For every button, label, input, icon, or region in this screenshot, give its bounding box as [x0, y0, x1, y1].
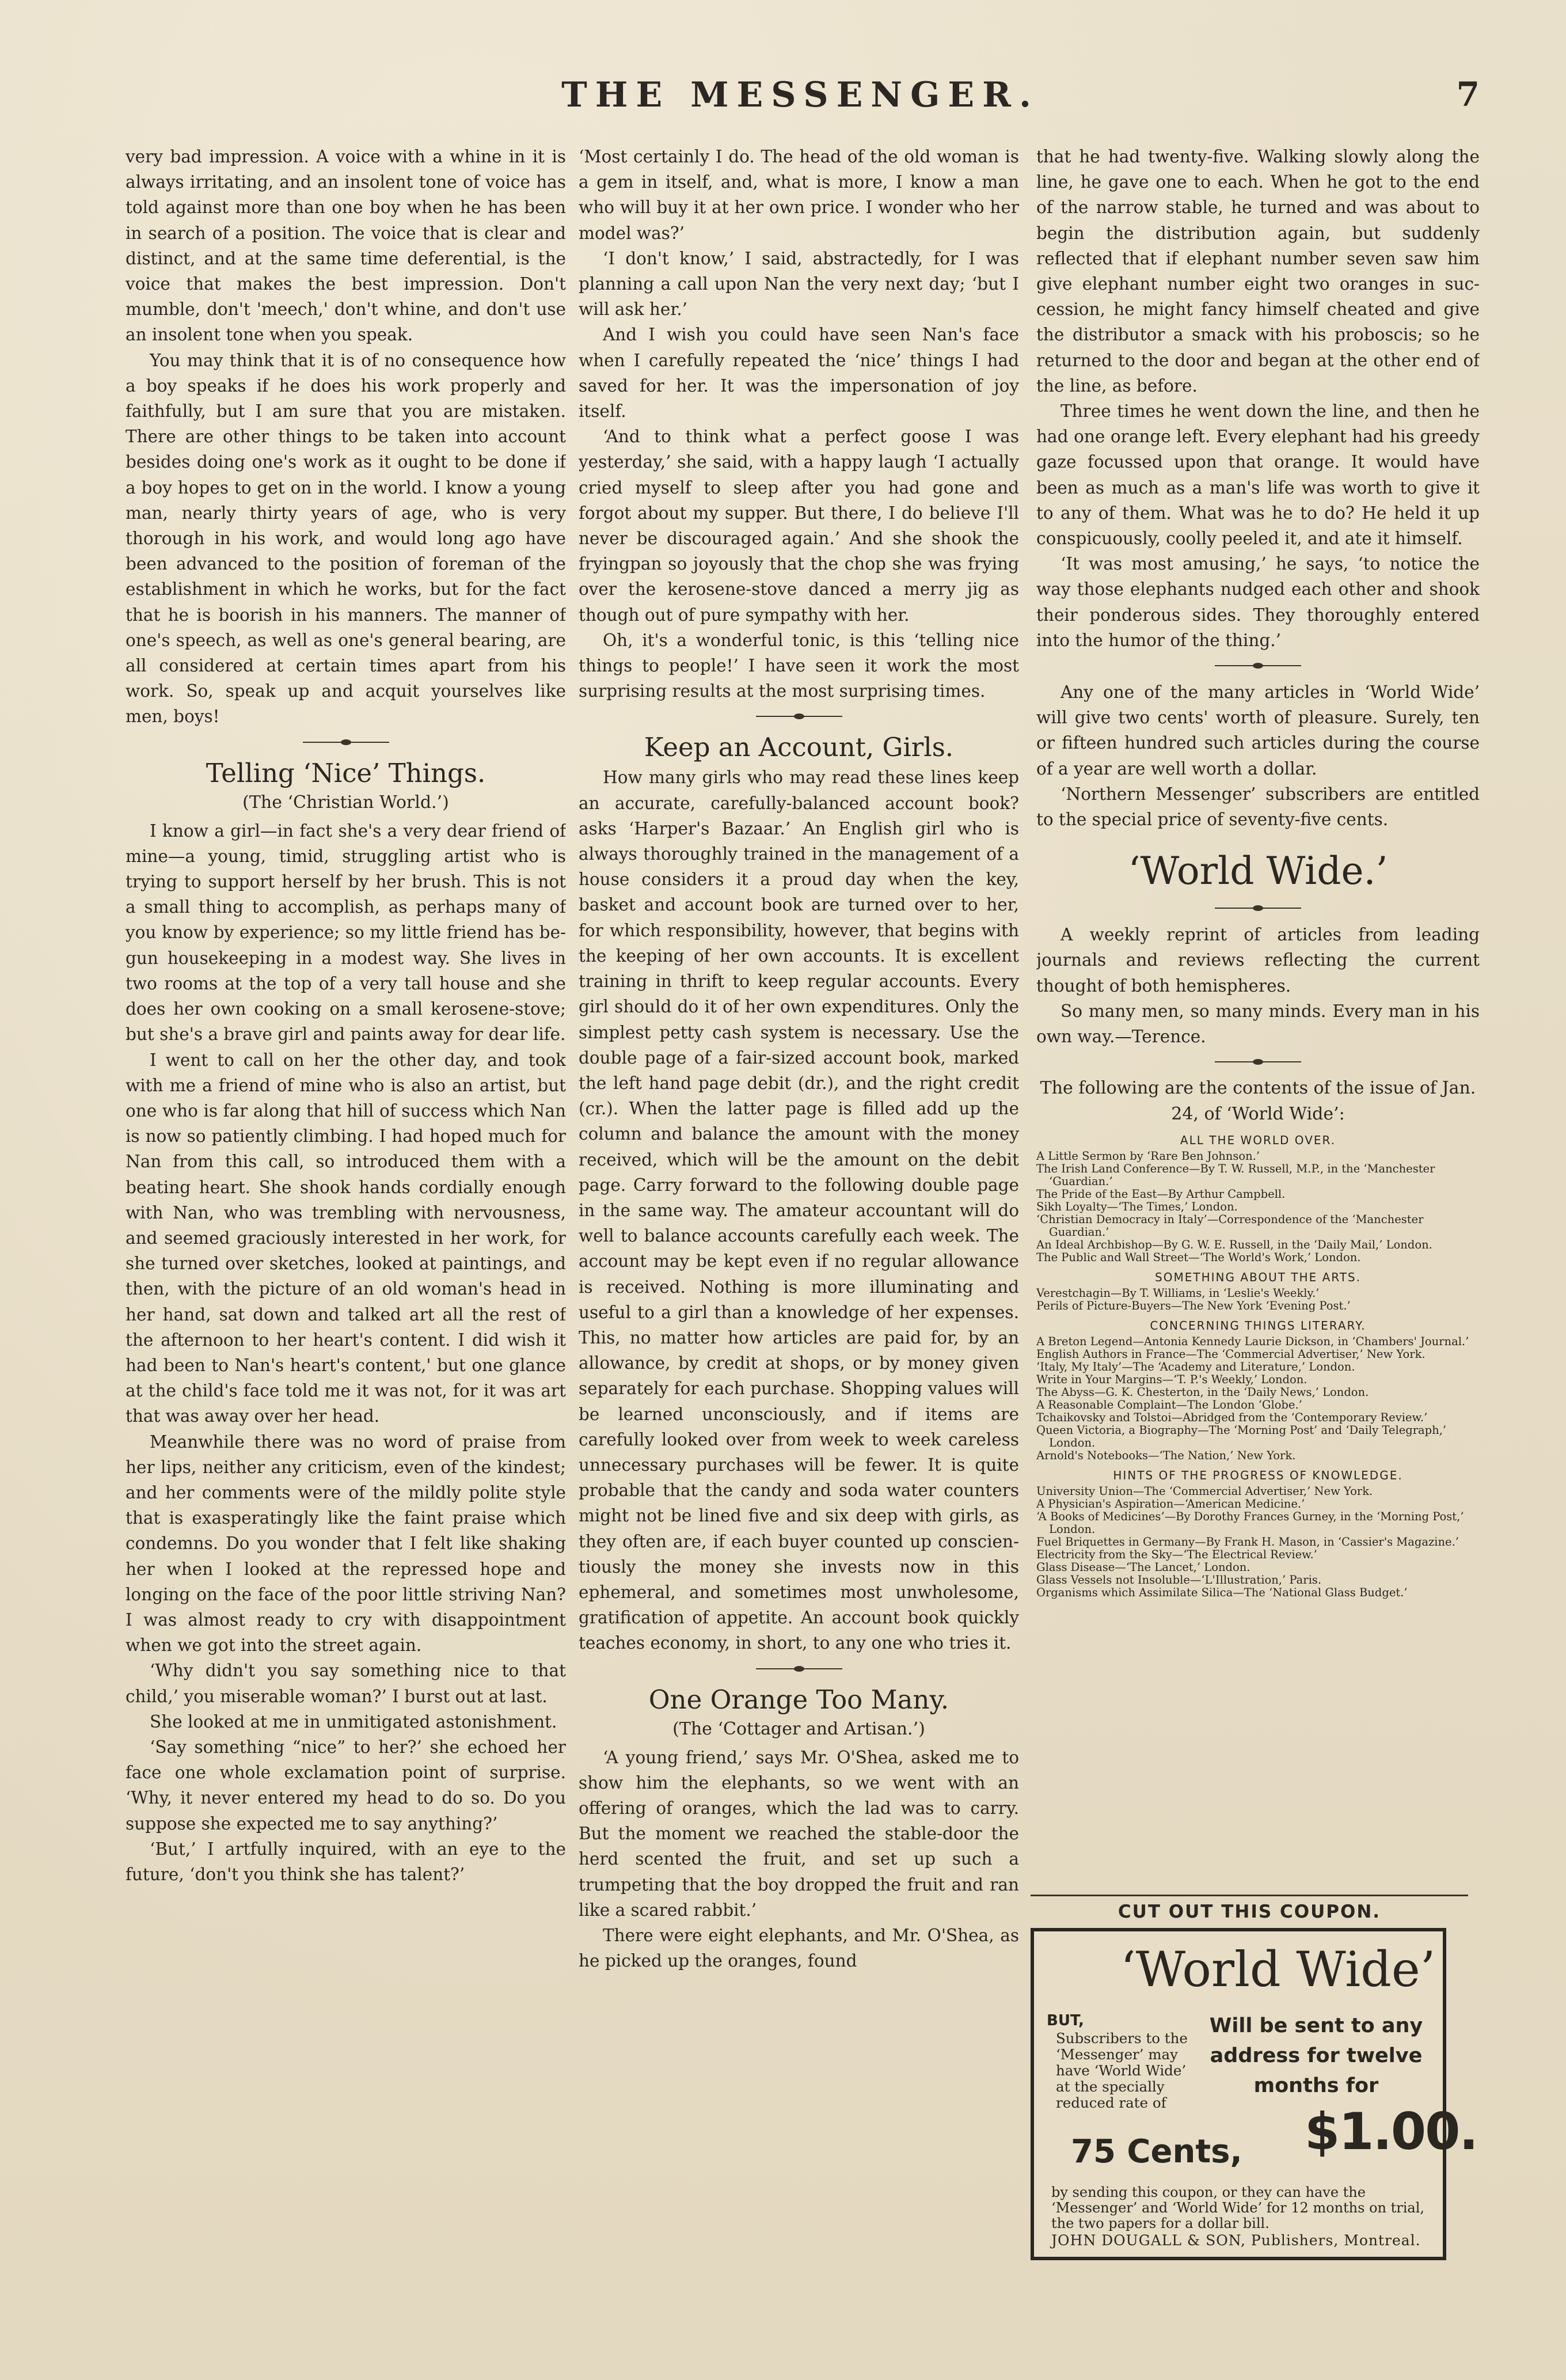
- paragraph: ‘But,’ I artfully inquired, with an eye to the future, ‘don't you think she has talent?’: [126, 1839, 566, 1884]
- ornament-rule: [756, 1664, 842, 1673]
- contents-item: Tchaikovsky and Tolstoi—Abridged from the ‘Contemporary Review.’: [1036, 1410, 1428, 1424]
- paragraph: Any one of the many articles in ‘World Wide’ will give two cents' worth of pleasure. Surely, ten or fifteen hundred such articles during the course of a year are well worth a dollar.: [1036, 682, 1480, 779]
- contents-item: A Little Sermon by ‘Rare Ben Johnson.’: [1036, 1149, 1260, 1163]
- contents-item: ‘A Books of Medicines’—By Dorothy Frances Gurney, in the ‘Morning Post,’ London.: [1036, 1509, 1464, 1536]
- paragraph: She looked at me in unmitigated astonishment.: [150, 1711, 557, 1732]
- ornament-rule: [756, 712, 842, 721]
- contents-section-title: SOMETHING ABOUT THE ARTS.: [1155, 1270, 1361, 1284]
- coupon-subscribers-text: Subscribers to the ‘Messenger’ may have ‘World Wide’ at the specially reduced rate of: [1056, 2030, 1188, 2111]
- coupon-title: ‘World Wide’: [1120, 1941, 1436, 1998]
- contents-item: University Union—The ‘Commercial Advertiser,’ New York.: [1036, 1484, 1373, 1498]
- contents-item: A Breton Legend—Antonia Kennedy Laurie Dickson, in ‘Chambers' Journal.’: [1036, 1334, 1469, 1348]
- contents-item: Queen Victoria, a Biography—The ‘Morning Post’ and ‘Daily Telegraph,’ London.: [1036, 1423, 1447, 1449]
- contents-item: ‘Christian Democracy in Italy’—Correspondence of the ‘Manchester Guardian.’: [1036, 1212, 1424, 1239]
- paragraph: Oh, it's a wonderful tonic, is this ‘telling nice things to people!’ I have seen it work the most surprising results at the most surprising times.: [579, 630, 1019, 701]
- masthead: THE MESSENGER.: [561, 75, 1039, 115]
- coupon-publisher: JOHN DOUGALL & SON, Publishers, Montreal.: [1051, 2232, 1421, 2249]
- paragraph: very bad impression. A voice with a whine in it is always irritating, and an insolent tone of voice has told against more than one boy when he has been in search of a position. The voice that is clear and distinct, and at the same time deferential, is the voice that makes the best impression. Don't mumble, don't 'meech,' don't whine, and don't use an insolent tone when you speak.: [126, 147, 566, 345]
- paragraph: You may think that it is of no consequence how a boy speaks if he does his work properly and faithfully, but I am sure that you are mistaken. There are other things to be taken into account besides doing one's work as it ought to be done if a boy hopes to get on in the world. I know a young man, nearly thirty years of age, who is very thorough in his work, and would long ago have been advanced to the position of foreman of the establishment in which he works, but for the fact that he is boorish in his manners. The manner of one's speech, as well as one's general bearing, are all considered at certain times apart from his work. So, speak up and acquit yourselves like men, boys!: [126, 350, 566, 727]
- coupon-divider: [1031, 1895, 1468, 1896]
- page-header: [121, 75, 1480, 138]
- contents-section-title: ALL THE WORLD OVER.: [1180, 1133, 1336, 1147]
- paragraph: So many men, so many minds. Every man in his own way.—Terence.: [1036, 1001, 1480, 1047]
- page-number: 7: [1456, 75, 1480, 114]
- paragraph: ‘Why didn't you say something nice to that child,’ you miserable woman?’ I burst out at last.: [126, 1661, 566, 1706]
- coupon-but: BUT,: [1047, 2012, 1084, 2029]
- contents-intro: The following are the contents of the issue of Jan. 24, of ‘World Wide’:: [1040, 1078, 1476, 1124]
- paragraph: ‘I don't know,’ I said, abstractedly, for I was planning a call upon Nan the very next day; ‘but I will ask her.’: [579, 248, 1019, 320]
- coupon-note: by sending this coupon, or they can have the ‘Messenger’ and ‘World Wide’ for 12 months on trial, the two papers for a dollar bill.: [1051, 2184, 1425, 2231]
- contents-item: A Reasonable Complaint—The London ‘Globe.’: [1036, 1398, 1302, 1411]
- article-title-telling-nice-things: Telling ‘Nice’ Things.: [206, 757, 486, 788]
- paragraph: How many girls who may read these lines keep an accurate, carefully-balanced account book? asks ‘Harper's Bazaar.’ An English girl who is always thoroughly trained in the management of a house considers it a proud day when the key, basket and account book are turned over to her, for which responsibility, however, that begins with the keeping of her own accounts. It is excellent training in thrift to keep regular accounts. Every girl should do it of her own expenditures. Only the simplest petty cash system is necessary. Use the double page of a fair-sized account book, marked the left hand page debit (dr.), and the right credit (cr.). When the latter page is filled add up the column and balance the amount with the money received, which will be the amount on the debit page. Carry forward to the following double page in the same way. The amateur accountant will do well to balance accounts carefully each week. The account may be kept even if no regular allowance is received. Nothing is more illuminating and useful to a girl than a knowledge of her expenses. This, no matter how articles are paid for, by an allowance, by credit at shops, or by money given separately for each purchase. Shopping values will be learned unconsciously, and if items are carefully looked over from week to week careless unnecessary purchases will be fewer. It is quite probable that the candy and soda water counters might not be lined five and six deep with girls, as they often are, if each buyer counted up conscientiously the money she invests now in this ephemeral, and sometimes most unwholesome, gratification of appetite. An account book quickly teaches economy, in short, to any one who tries it.: [579, 768, 1019, 1653]
- paragraph: that he had twenty-five. Walking slowly along the line, he gave one to each. When he got to the end of the narrow stable, he turned and was about to begin the distribution again, but suddenly reflected that if elephant number seven saw him give elephant number eight two oranges in succession, he might fancy himself cheated and give the distributor a smack with his proboscis; so he returned to the door and began at the other end of the line, as before.: [1036, 147, 1480, 396]
- column-2: [579, 144, 1019, 2246]
- coupon-offer-text: Will be sent to any address for twelve months for: [1209, 2014, 1423, 2097]
- contents-item: The Pride of the East—By Arthur Campbell.: [1036, 1187, 1286, 1201]
- subscription-coupon: [1031, 1928, 1477, 2260]
- article-byline: (The ‘Christian World.’): [242, 792, 449, 813]
- coupon-price: $1.00.: [1305, 2102, 1477, 2161]
- paragraph: There were eight elephants, and Mr. O'Shea, as he picked up the oranges, found: [579, 1926, 1019, 1971]
- coupon-reduced-price: 75 Cents,: [1071, 2133, 1242, 2170]
- paragraph: ‘Most certainly I do. The head of the old woman is a gem in itself, and, what is more, I know a man who will buy it at her own price. I wonder who her model was?’: [579, 147, 1019, 243]
- paragraph: Meanwhile there was no word of praise from her lips, neither any criticism, even of the kindest; and her comments were of the mildly polite style that is exasperatingly like the faint praise which condemns. Do you wonder that I felt like shaking her when I looked at the repressed hope and longing on the face of the poor little striving Nan? I was almost ready to cry with disappointment when we got into the street again.: [126, 1432, 566, 1656]
- contents-item: The Abyss—G. K. Chesterton, in the ‘Daily News,’ London.: [1036, 1385, 1369, 1399]
- contents-list: [1036, 1133, 1480, 1599]
- contents-item: A Physician's Aspiration—‘American Medicine.’: [1036, 1497, 1305, 1510]
- article-title-keep-an-account: Keep an Account, Girls.: [644, 732, 954, 763]
- ornament-rule: [1215, 1057, 1301, 1066]
- paragraph: I went to call on her the other day, and took with me a friend of mine who is also an artist, but one who is far along that hill of success which Nan is now so patiently climbing. I had hoped much for Nan from this call, so introduced them with a beating heart. She shook hands cordially enough with Nan, who was trembling with nervousness, and seemed graciously interested in her work, for she turned over sketches, looked at paintings, and then, with the picture of an old woman's head in her hand, sat down and talked art all the rest of the afternoon to her heart's content. I did wish it had been to Nan's heart's content,' but one glance at the child's face told me it was not, for it was art that was away over her head.: [126, 1050, 566, 1426]
- article-title-one-orange: One Orange Too Many.: [648, 1684, 949, 1715]
- article-byline: (The ‘Cottager and Artisan.’): [672, 1718, 925, 1739]
- coupon-header: CUT OUT THIS COUPON.: [1118, 1901, 1381, 1922]
- ornament-rule: [1215, 904, 1301, 913]
- contents-item: Electricity from the Sky—‘The Electrical Review.’: [1036, 1547, 1317, 1561]
- contents-item: Fuel Briquettes in Germany—By Frank H. Mason, in ‘Cassier's Magazine.’: [1036, 1535, 1459, 1548]
- contents-item: English Authors in France—The ‘Commercial Advertiser,’ New York.: [1036, 1347, 1426, 1361]
- paragraph: Three times he went down the line, and then he had one orange left. Every elephant had his greedy gaze focussed upon that orange. It would have been as much as a man's life was worth to give it to any of them. What was he to do? He held it up conspicuously, coolly peeled it, and ate it himself.: [1036, 401, 1480, 549]
- contents-item: Arnold's Notebooks—‘The Nation,’ New York.: [1036, 1448, 1296, 1462]
- column-1: [126, 144, 566, 2246]
- paragraph: ‘Say something “nice” to her?’ she echoed her face one whole exclamation point of surprise. ‘Why, it never entered my head to do so. Do you suppose she expected me to say anything?’: [126, 1737, 566, 1834]
- paragraph: ‘Northern Messenger’ subscribers are entitled to the special price of seventy-five cents.: [1036, 784, 1480, 830]
- contents-item: Glass Vessels not Insoluble—‘L'Illustration,’ Paris.: [1036, 1573, 1322, 1586]
- ornament-rule: [303, 738, 389, 747]
- paragraph: And I wish you could have seen Nan's face when I carefully repeated the ‘nice’ things I had saved for her. It was the impersonation of joy itself.: [579, 325, 1019, 422]
- paragraph: ‘It was most amusing,’ he says, ‘to notice the way those elephants nudged each other and shook their ponderous sides. They thoroughly entered into the humor of the thing.’: [1036, 554, 1480, 650]
- contents-section-title: CONCERNING THINGS LITERARY.: [1150, 1318, 1366, 1333]
- contents-item: The Public and Wall Street—‘The World's Work,’ London.: [1036, 1250, 1361, 1264]
- contents-section-title: HINTS OF THE PROGRESS OF KNOWLEDGE.: [1113, 1468, 1403, 1482]
- contents-item: Sikh Loyalty—‘The Times,’ London.: [1036, 1200, 1238, 1213]
- world-wide-title: ‘World Wide.’: [1128, 849, 1388, 894]
- contents-item: Organisms which Assimilate Silica—The ‘National Glass Budget.’: [1036, 1585, 1408, 1599]
- contents-item: Glass Disease—‘The Lancet,’ London.: [1036, 1560, 1250, 1574]
- contents-item: Verestchagin—By T. Williams, in ‘Leslie's Weekly.’: [1036, 1286, 1320, 1300]
- paragraph: ‘And to think what a perfect goose I was yesterday,’ she said, with a happy laugh ‘I actually cried myself to sleep after you had gone and forgot about my supper. But there, I do believe I'll never be discouraged again.’ And she shook the fryingpan so joyously that the chop she was frying over the kerosene-stove danced a merry jig as though out of pure sympathy with her.: [579, 427, 1019, 625]
- contents-item: The Irish Land Conference—By T. W. Russell, M.P., in the ‘Manchester ‘Guardian.’: [1036, 1161, 1435, 1188]
- paragraph: A weekly reprint of articles from leading journals and reviews reflecting the current thought of both hemispheres.: [1036, 925, 1480, 996]
- contents-item: An Ideal Archbishop—By G. W. E. Russell, in the ‘Daily Mail,’ London.: [1036, 1238, 1432, 1251]
- paragraph: ‘A young friend,’ says Mr. O'Shea, asked me to show him the elephants, so we went with an offering of oranges, which the lad was to carry. But the moment we reached the stable-door the herd scented the fruit, and set up such a trumpeting that the boy dropped the fruit and ran like a scared rabbit.’: [579, 1747, 1019, 1920]
- contents-item: ‘Italy, My Italy’—The ‘Academy and Literature,’ London.: [1036, 1360, 1355, 1373]
- ornament-rule: [1215, 661, 1301, 670]
- contents-item: Write in Your Margins—‘T. P.'s Weekly,’ London.: [1036, 1372, 1307, 1386]
- paragraph: I know a girl—in fact she's a very dear friend of mine—a young, timid, struggling artist who is trying to support herself by her brush. This is not a small thing to accomplish, as perhaps many of you know by experience; so my little friend has begun housekeeping in a modest way. She lives in two rooms at the top of a very tall house and she does her own cooking on a small kerosene-stove; but she's a brave girl and paints away for dear life.: [126, 821, 566, 1045]
- contents-item: Perils of Picture-Buyers—The New York ‘Evening Post.’: [1036, 1299, 1351, 1312]
